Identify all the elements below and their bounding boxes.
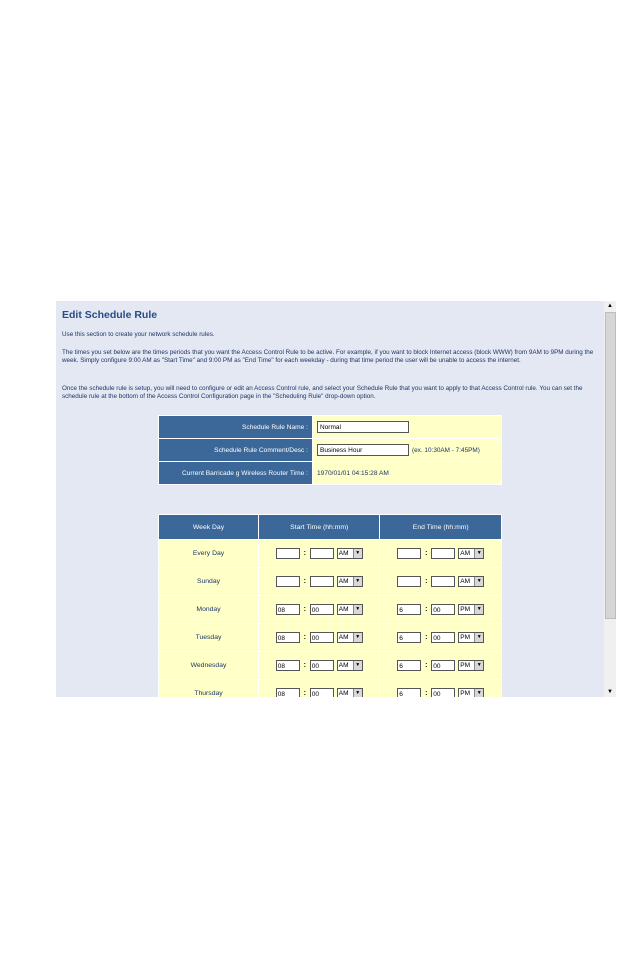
end-minute-input[interactable] [431,548,455,559]
schedule-row [159,652,502,680]
chevron-down-icon: ▼ [353,577,362,586]
time-separator: : [425,634,428,641]
end-minute-input[interactable] [431,576,455,587]
start-ampm-select[interactable] [337,604,363,615]
schedule-row [159,568,502,596]
scroll-up-icon[interactable]: ▲ [607,303,613,309]
rule-comment-label: Schedule Rule Comment/Desc : [159,439,313,462]
end-minute-input[interactable]: 00 [431,688,455,697]
scroll-down-icon[interactable]: ▼ [607,689,613,695]
time-separator: : [425,690,428,697]
end-ampm-value: PM [460,662,470,669]
weekday-cell: Thursday [159,680,259,698]
start-ampm-value: AM [338,634,349,641]
end-minute-input[interactable]: 00 [431,660,455,671]
page-content [56,301,604,697]
schedule-row [159,624,502,652]
chevron-down-icon: ▼ [474,633,483,642]
chevron-down-icon: ▼ [474,661,483,670]
start-hour-input[interactable] [276,548,300,559]
schedule-row [159,540,502,568]
intro-text: Use this section to create your network schedule rules. [62,331,215,338]
time-separator: : [303,634,306,641]
page-title: Edit Schedule Rule [62,309,158,321]
browser-viewport [56,301,616,697]
end-hour-input[interactable]: 6 [397,604,421,615]
start-ampm-value: AM [338,690,349,697]
start-ampm-select[interactable] [337,660,363,671]
start-hour-input[interactable] [276,576,300,587]
chevron-down-icon: ▼ [353,605,362,614]
start-ampm-value: AM [338,662,349,669]
rule-comment-input[interactable] [317,444,409,456]
end-ampm-select[interactable] [458,660,484,671]
time-separator: : [425,662,428,669]
start-minute-input[interactable]: 00 [310,604,334,615]
start-ampm-select[interactable] [337,548,363,559]
end-hour-input[interactable]: 6 [397,660,421,671]
end-ampm-value: AM [460,550,470,557]
end-hour-input[interactable]: 6 [397,632,421,643]
start-ampm-select[interactable] [337,688,363,697]
end-ampm-value: PM [460,606,470,613]
start-hour-input[interactable]: 08 [276,632,300,643]
end-ampm-value: PM [460,634,470,641]
start-minute-input[interactable] [310,548,334,559]
start-minute-input[interactable]: 00 [310,632,334,643]
end-ampm-select[interactable] [458,632,484,643]
time-separator: : [303,606,306,613]
start-ampm-select[interactable] [337,632,363,643]
start-ampm-value: AM [338,578,349,585]
end-hour-input[interactable]: 6 [397,688,421,697]
schedule-table [158,514,502,697]
end-ampm-value: AM [460,578,470,585]
schedule-row [159,680,502,698]
router-time-value: 1970/01/01 04:15:28 AM [313,462,502,485]
time-separator: : [425,578,428,585]
chevron-down-icon: ▼ [474,605,483,614]
chevron-down-icon: ▼ [353,661,362,670]
chevron-down-icon: ▼ [353,549,362,558]
router-time-label: Current Barricade g Wireless Router Time : [159,462,313,485]
rule-name-input[interactable] [317,421,409,433]
time-separator: : [425,606,428,613]
start-ampm-select[interactable] [337,576,363,587]
end-time-cell [380,568,502,596]
time-separator: : [303,662,306,669]
chevron-down-icon: ▼ [353,633,362,642]
start-ampm-value: AM [338,550,349,557]
end-time-cell [380,596,502,624]
time-separator: : [425,550,428,557]
end-hour-input[interactable] [397,548,421,559]
start-time-cell [259,540,380,568]
rule-name-label: Schedule Rule Name : [159,416,313,439]
start-time-header: Start Time (hh:mm) [259,515,380,540]
start-time-cell [259,596,380,624]
time-separator: : [303,578,306,585]
end-time-cell [380,540,502,568]
end-time-cell [380,652,502,680]
start-minute-input[interactable] [310,576,334,587]
description-paragraph: The times you set below are the times periods that you want the Access Control Rule to be active. For example, if you want to block Internet access (block WWW) from 9AM to 9PM during the week. Simply configure 9:00 AM as "Start Time" and 9:00 PM as "End Time" for each weekday - during that time period the user will be unable to access the internet. [62,349,594,364]
scrollbar-thumb[interactable] [605,312,616,619]
start-hour-input[interactable]: 08 [276,688,300,697]
chevron-down-icon: ▼ [474,549,483,558]
end-ampm-select[interactable] [458,688,484,697]
start-hour-input[interactable]: 08 [276,604,300,615]
end-minute-input[interactable]: 00 [431,632,455,643]
end-ampm-value: PM [460,690,470,697]
weekday-cell: Sunday [159,568,259,596]
weekday-cell: Monday [159,596,259,624]
end-ampm-select[interactable] [458,548,484,559]
end-time-cell [380,680,502,698]
weekday-header: Week Day [159,515,259,540]
start-ampm-value: AM [338,606,349,613]
end-time-header: End Time (hh:mm) [380,515,502,540]
end-hour-input[interactable] [397,576,421,587]
end-ampm-select[interactable] [458,604,484,615]
end-minute-input[interactable]: 00 [431,604,455,615]
start-time-cell [259,680,380,698]
time-separator: : [303,550,306,557]
comment-hint: (ex. 10:30AM - 7:45PM) [412,446,480,454]
start-minute-input[interactable]: 00 [310,660,334,671]
chevron-down-icon: ▼ [474,689,483,697]
vertical-scrollbar[interactable] [604,301,616,697]
time-separator: : [303,690,306,697]
start-time-cell [259,568,380,596]
start-hour-input[interactable]: 08 [276,660,300,671]
weekday-cell: Wednesday [159,652,259,680]
rule-form-table [158,415,502,485]
start-minute-input[interactable]: 00 [310,688,334,697]
chevron-down-icon: ▼ [353,689,362,697]
weekday-cell: Tuesday [159,624,259,652]
start-time-cell [259,652,380,680]
weekday-cell: Every Day [159,540,259,568]
instructions-paragraph: Once the schedule rule is setup, you will need to configure or edit an Access Control rule, and select your Schedule Rule that you want to apply to that Access Control rule. You can set the schedule rule at the bottom of the Access Control Configuration page in the "Scheduling Rule" drop-down option. [62,385,583,400]
end-ampm-select[interactable] [458,576,484,587]
end-time-cell [380,624,502,652]
chevron-down-icon: ▼ [474,577,483,586]
start-time-cell [259,624,380,652]
schedule-row [159,596,502,624]
